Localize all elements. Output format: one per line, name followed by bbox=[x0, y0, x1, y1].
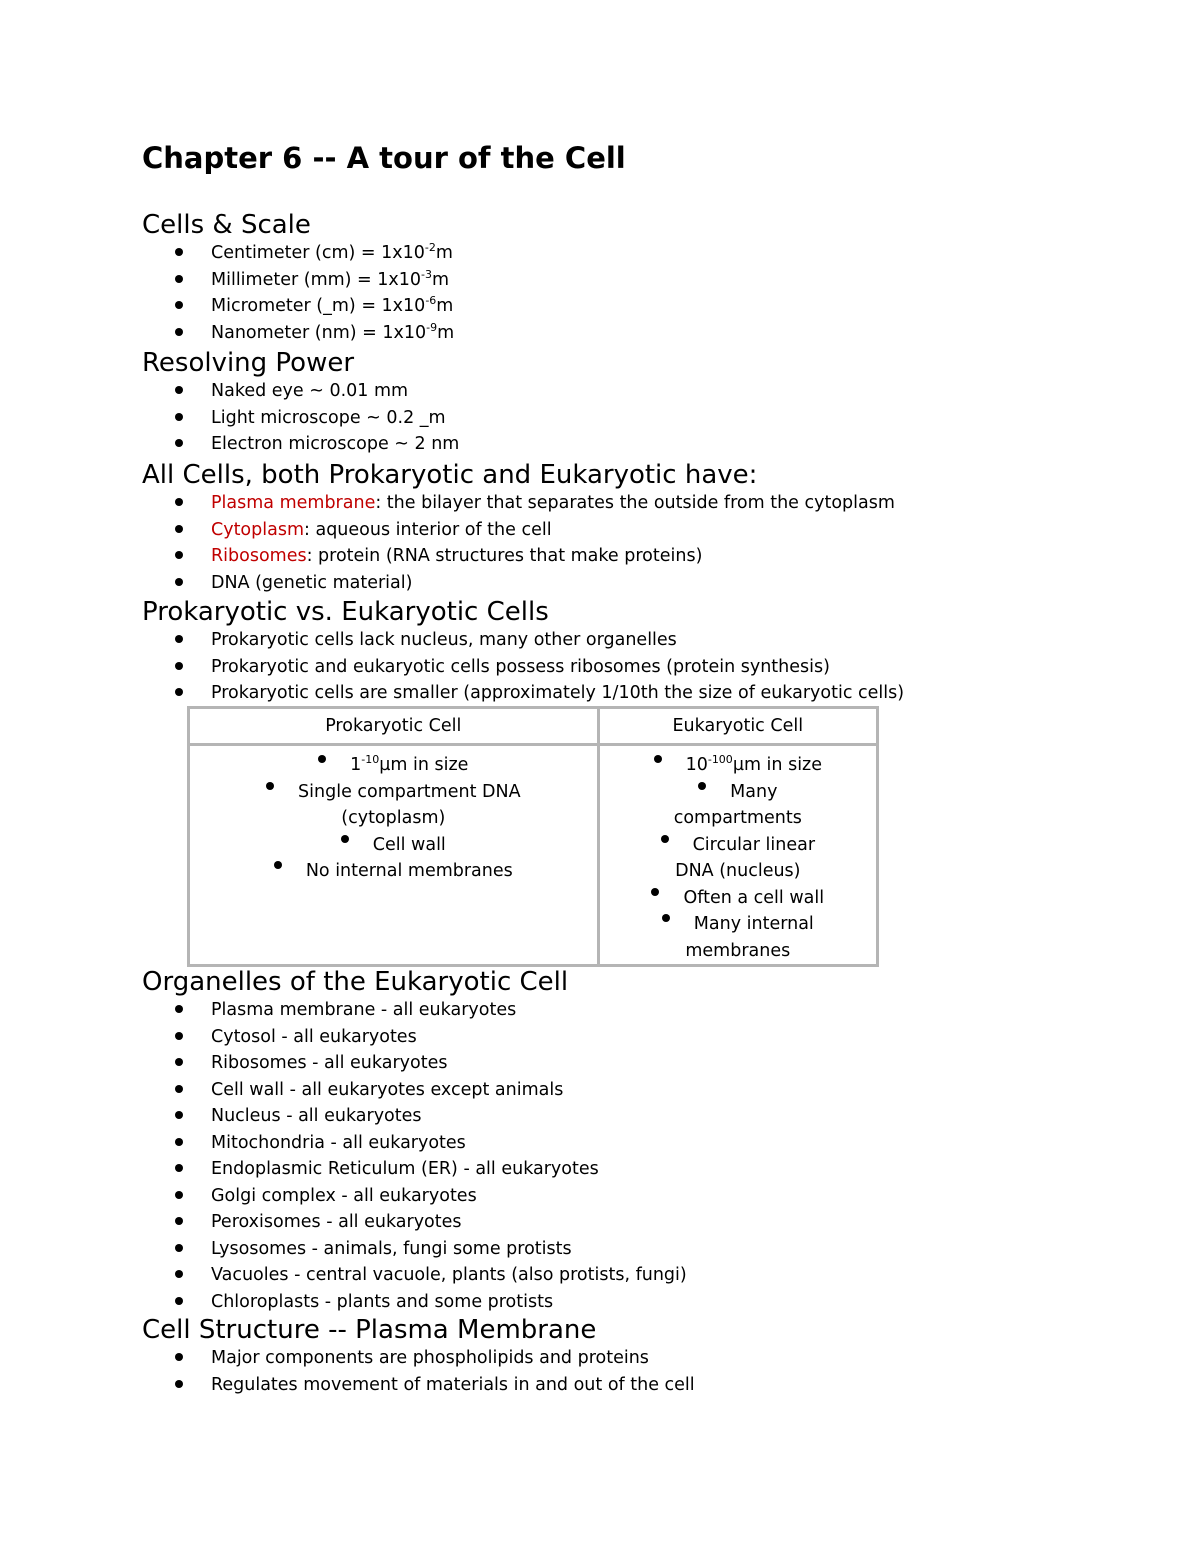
bullet-icon bbox=[175, 275, 183, 283]
bullet-icon bbox=[175, 1217, 183, 1225]
table-cell-prokaryotic bbox=[189, 745, 599, 966]
bullet-icon bbox=[175, 386, 183, 394]
section-organelles bbox=[142, 967, 1102, 1315]
bullet-icon bbox=[175, 525, 183, 533]
bullet-icon bbox=[274, 861, 282, 869]
list-item: Naked eye ~ 0.01 mm bbox=[142, 378, 1102, 405]
table-header: Prokaryotic Cell bbox=[189, 708, 599, 745]
table-header: Eukaryotic Cell bbox=[598, 708, 877, 745]
chapter-title: Chapter 6 -- A tour of the Cell bbox=[142, 141, 626, 175]
list-item: Cytosol - all eukaryotes bbox=[142, 1024, 1102, 1051]
bullet-icon bbox=[175, 1005, 183, 1013]
list-item: Vacuoles - central vacuole, plants (also protists, fungi) bbox=[142, 1262, 1102, 1289]
list-item: Nanometer $(nm) = 1x10^{-9}m$ bbox=[142, 320, 1102, 347]
bullet-list bbox=[142, 240, 1102, 346]
bullet-icon bbox=[175, 1032, 183, 1040]
section-heading: Cells & Scale bbox=[142, 210, 311, 240]
list-item: Prokaryotic cells lack nucleus, many other organelles bbox=[142, 627, 1102, 654]
table-row bbox=[189, 745, 878, 966]
list-item: Chloroplasts - plants and some protists bbox=[142, 1289, 1102, 1316]
bullet-icon bbox=[661, 835, 669, 843]
list-item: Cytoplasm: aqueous interior of the cell bbox=[142, 517, 1102, 544]
bullet-list bbox=[142, 378, 1102, 458]
bullet-list bbox=[142, 997, 1102, 1315]
bullet-icon bbox=[175, 1270, 183, 1278]
section-plasma-membrane bbox=[142, 1315, 1102, 1398]
list-item: membranes bbox=[685, 940, 791, 961]
bullet-icon bbox=[175, 551, 183, 559]
section-all-cells bbox=[142, 460, 1102, 596]
bullet-icon bbox=[651, 888, 659, 896]
section-heading: Cell Structure -- Plasma Membrane bbox=[142, 1315, 597, 1345]
list-item: DNA (nucleus) bbox=[675, 861, 801, 881]
list-item: Micrometer (_m) = $1x10^{-6}m$ bbox=[142, 293, 1102, 320]
list-item: Plasma membrane - all eukaryotes bbox=[142, 997, 1102, 1024]
table-header-row bbox=[189, 708, 878, 745]
bullet-icon bbox=[175, 248, 183, 256]
list-item: DNA (genetic material) bbox=[142, 570, 1102, 597]
bullet-icon bbox=[175, 635, 183, 643]
list-item: Endoplasmic Reticulum (ER) - all eukaryotes bbox=[142, 1156, 1102, 1183]
list-item: Millimeter $(mm) = 1x10^{-3}m$ bbox=[142, 267, 1102, 294]
list-item: (cytoplasm) bbox=[341, 808, 446, 828]
list-item: $1^{-10}\mu m$ in size bbox=[190, 752, 597, 779]
bullet-icon bbox=[175, 301, 183, 309]
section-heading: All Cells, both Prokaryotic and Eukaryotic have: bbox=[142, 460, 758, 490]
bullet-icon bbox=[175, 498, 183, 506]
bullet-icon bbox=[662, 914, 670, 922]
section-heading: Resolving Power bbox=[142, 348, 355, 378]
bullet-icon bbox=[175, 1111, 183, 1119]
list-item: Circular linear bbox=[600, 832, 876, 859]
list-item: Cell wall bbox=[190, 832, 597, 859]
bullet-icon bbox=[175, 413, 183, 421]
list-item: Centimeter $(cm) = 1x10^{-2}m$ bbox=[142, 240, 1102, 267]
list-item: Prokaryotic and eukaryotic cells possess ribosomes (protein synthesis) bbox=[142, 654, 1102, 681]
bullet-list bbox=[142, 1345, 1102, 1398]
list-item: $10^{-100}\mu m$ in size bbox=[600, 752, 876, 779]
table-cell-eukaryotic bbox=[598, 745, 877, 966]
list-item: Plasma membrane: the bilayer that separates the outside from the cytoplasm bbox=[142, 490, 1102, 517]
comparison-table bbox=[187, 706, 879, 967]
list-item: No internal membranes bbox=[190, 858, 597, 885]
list-item: Mitochondria - all eukaryotes bbox=[142, 1130, 1102, 1157]
bullet-icon bbox=[698, 782, 706, 790]
bullet-icon bbox=[654, 755, 662, 763]
bullet-icon bbox=[175, 1297, 183, 1305]
bullet-icon bbox=[175, 439, 183, 447]
bullet-icon bbox=[175, 1058, 183, 1066]
section-heading: Organelles of the Eukaryotic Cell bbox=[142, 967, 569, 997]
list-item: Single compartment DNA bbox=[190, 779, 597, 806]
cell-bullet-list bbox=[600, 752, 876, 964]
bullet-icon bbox=[175, 1138, 183, 1146]
section-prokaryotic-vs-eukaryotic bbox=[142, 597, 1102, 707]
list-item: Lysosomes - animals, fungi some protists bbox=[142, 1236, 1102, 1263]
list-item: Often a cell wall bbox=[600, 885, 876, 912]
bullet-icon bbox=[266, 782, 274, 790]
bullet-icon bbox=[175, 578, 183, 586]
list-item: Prokaryotic cells are smaller (approximately 1/10th the size of eukaryotic cells) bbox=[142, 680, 1102, 707]
list-item: Peroxisomes - all eukaryotes bbox=[142, 1209, 1102, 1236]
section-resolving-power bbox=[142, 348, 1102, 458]
bullet-icon bbox=[175, 1244, 183, 1252]
cell-bullet-list bbox=[190, 752, 597, 885]
bullet-icon bbox=[318, 755, 326, 763]
list-item: Light microscope ~ 0.2 _m bbox=[142, 405, 1102, 432]
bullet-list bbox=[142, 627, 1102, 707]
bullet-icon bbox=[175, 1085, 183, 1093]
bullet-icon bbox=[175, 1191, 183, 1199]
list-item: Golgi complex - all eukaryotes bbox=[142, 1183, 1102, 1210]
list-item: compartments bbox=[673, 808, 802, 828]
bullet-icon bbox=[175, 662, 183, 670]
list-item: Ribosomes - all eukaryotes bbox=[142, 1050, 1102, 1077]
bullet-list bbox=[142, 490, 1102, 596]
list-item: Nucleus - all eukaryotes bbox=[142, 1103, 1102, 1130]
bullet-icon bbox=[175, 1380, 183, 1388]
list-item: Ribosomes: protein (RNA structures that make proteins) bbox=[142, 543, 1102, 570]
list-item: Many internal bbox=[600, 911, 876, 938]
bullet-icon bbox=[175, 688, 183, 696]
section-heading: Prokaryotic vs. Eukaryotic Cells bbox=[142, 597, 549, 627]
bullet-icon bbox=[175, 328, 183, 336]
list-item: Electron microscope ~ 2 nm bbox=[142, 431, 1102, 458]
bullet-icon bbox=[341, 835, 349, 843]
list-item: Cell wall - all eukaryotes except animals bbox=[142, 1077, 1102, 1104]
list-item: Regulates movement of materials in and out of the cell bbox=[142, 1372, 1102, 1399]
section-cells-scale bbox=[142, 210, 1102, 346]
bullet-icon bbox=[175, 1164, 183, 1172]
list-item: Major components are phospholipids and proteins bbox=[142, 1345, 1102, 1372]
list-item: Many bbox=[600, 779, 876, 806]
bullet-icon bbox=[175, 1353, 183, 1361]
